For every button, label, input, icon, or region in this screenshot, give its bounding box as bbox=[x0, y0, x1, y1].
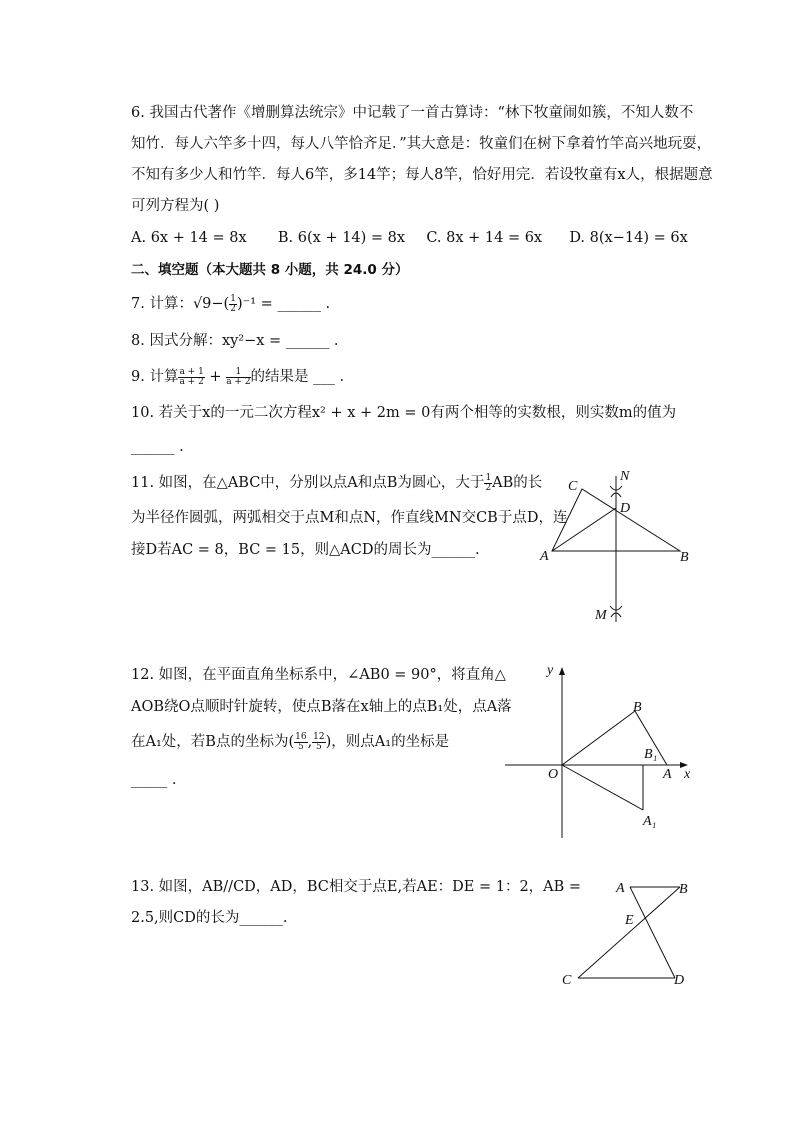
figure-13-svg bbox=[555, 872, 705, 992]
fig11-label-a: A bbox=[540, 549, 549, 564]
q11-half-num: 1 bbox=[485, 472, 492, 483]
q6-option-a: A. 6x + 14 = 8x bbox=[131, 230, 247, 246]
fig13-label-d: D bbox=[674, 973, 685, 988]
fig11-label-d: D bbox=[620, 501, 631, 516]
q9-frac2-num: 1 bbox=[226, 368, 250, 378]
q9-pre: 9. 计算 bbox=[131, 369, 179, 385]
q12-line-1: 12. 如图，在平面直角坐标系中，∠AB0 = 90°，将直角△ bbox=[131, 667, 506, 683]
q9-fraction-1 bbox=[178, 368, 204, 387]
q10-line-1: 10. 若关于x的一元二次方程x² + x + 2m = 0有两个相等的实数根，则实数m的值为 bbox=[131, 405, 677, 421]
segment-bc bbox=[578, 887, 680, 978]
q9 bbox=[131, 367, 344, 387]
fig12-label-a: A bbox=[663, 767, 672, 782]
q6-option-c: C. 8x + 14 = 6x bbox=[426, 230, 543, 246]
figure-12-svg bbox=[500, 658, 700, 843]
segment-ad bbox=[630, 887, 675, 978]
q12-line-3 bbox=[131, 732, 449, 752]
fig11-label-b: B bbox=[680, 550, 689, 565]
q12-line-2: AOB绕O点顺时针旋转，使点B落在x轴上的点B₁处，点A落 bbox=[131, 699, 512, 715]
q6-option-d: D. 8(x−14) = 6x bbox=[569, 230, 688, 246]
fig12-label-b1: B₁ bbox=[644, 747, 658, 762]
q6-options bbox=[131, 228, 688, 248]
figure-13 bbox=[555, 872, 705, 992]
segment-oa1 bbox=[562, 765, 643, 810]
q9-frac2-den: a + 2 bbox=[226, 376, 251, 387]
q11-line-3: 接D若AC = 8，BC = 15，则△ACD的周长为______. bbox=[131, 542, 480, 558]
fig13-label-a: A bbox=[616, 881, 625, 896]
q11-line-1 bbox=[131, 473, 542, 493]
q6-line-4: 可列方程为( ) bbox=[131, 198, 220, 214]
q8: 8. 因式分解：xy²−x = ______ . bbox=[131, 333, 339, 349]
q12-line-3a: 在A₁处，若B点的坐标为( bbox=[131, 734, 295, 750]
q11-line-1b: AB的长 bbox=[492, 475, 543, 491]
fig12-label-b: B bbox=[633, 700, 642, 715]
q12-line-4: _____ . bbox=[131, 772, 177, 788]
q9-fraction-2 bbox=[226, 368, 250, 387]
q7-frac-num: 1 bbox=[230, 293, 236, 304]
q7-pre: 7. 计算：√9−( bbox=[131, 296, 230, 312]
q7-post: )⁻¹ = ______ . bbox=[236, 296, 331, 312]
figure-11 bbox=[530, 462, 700, 632]
q11-line-2: 为半径作圆弧，两弧相交于点M和点N，作直线MN交CB于点D，连 bbox=[131, 510, 568, 526]
q12-line-3b: )，则点A₁的坐标是 bbox=[325, 734, 450, 750]
q11-half-den: 2 bbox=[485, 482, 492, 493]
q7-frac-den: 2 bbox=[230, 303, 236, 314]
q11-half-fraction bbox=[484, 474, 492, 493]
segment-ob bbox=[562, 711, 635, 765]
q12-frac-x-den: 5 bbox=[297, 741, 304, 752]
fig13-label-e: E bbox=[625, 913, 634, 928]
q10-line-2: ______ . bbox=[131, 439, 184, 455]
fig13-label-c: C bbox=[562, 973, 572, 988]
q12-frac-y-den: 5 bbox=[316, 741, 322, 752]
fig12-label-a1: A₁ bbox=[643, 814, 657, 829]
q13-line-1: 13. 如图，AB//CD，AD，BC相交于点E,若AE：DE = 1：2，AB = bbox=[131, 879, 582, 895]
q6-line-3: 不知有多少人和竹竿．每人6竿，多14竿；每人8竿，恰好用完．若设牧童有x人，根据题意 bbox=[131, 167, 713, 183]
figure-12 bbox=[500, 658, 700, 843]
q9-frac1-num: a + 1 bbox=[179, 366, 204, 377]
q9-mid: + bbox=[204, 369, 227, 385]
figure-11-svg bbox=[530, 462, 700, 632]
fig13-label-b: B bbox=[679, 882, 688, 897]
q13-line-2: 2.5,则CD的长为______. bbox=[131, 910, 288, 926]
q11-line-1a: 11. 如图，在△ABC中，分别以点A和点B为圆心，大于 bbox=[131, 475, 485, 491]
q12-comma: , bbox=[307, 734, 313, 750]
q6-option-b: B. 6(x + 14) = 8x bbox=[277, 230, 406, 246]
q12-frac-y bbox=[312, 733, 325, 752]
fig11-label-m: M bbox=[595, 608, 607, 623]
q6-line-2: 知竹．每人六竿多十四，每人八竿恰齐足．”其大意是：牧童们在树下拿着竹竿高兴地玩耍， bbox=[131, 136, 712, 152]
q6-line-1: 6. 我国古代著作《增删算法统宗》中记载了一首古算诗：“林下牧童闹如簇，不知人数不 bbox=[131, 105, 694, 121]
q7-fraction bbox=[229, 295, 237, 314]
fig11-label-n: N bbox=[620, 469, 630, 484]
q7 bbox=[131, 294, 330, 314]
q12-frac-y-num: 12 bbox=[313, 731, 325, 742]
y-axis-arrow bbox=[559, 667, 565, 675]
segment-ad bbox=[552, 508, 616, 551]
q9-post: 的结果是 ___ . bbox=[250, 369, 345, 385]
fig12-label-y: y bbox=[547, 663, 554, 678]
fig11-label-c: C bbox=[568, 479, 578, 494]
fig12-label-x: x bbox=[684, 767, 691, 782]
section-heading: 二、填空题（本大题共 8 小题，共 24.0 分） bbox=[131, 262, 409, 278]
q9-frac1-den: a + 2 bbox=[179, 376, 204, 387]
fig12-label-o: O bbox=[548, 767, 559, 782]
q12-frac-x-num: 16 bbox=[295, 731, 307, 742]
q12-frac-x bbox=[294, 733, 307, 752]
